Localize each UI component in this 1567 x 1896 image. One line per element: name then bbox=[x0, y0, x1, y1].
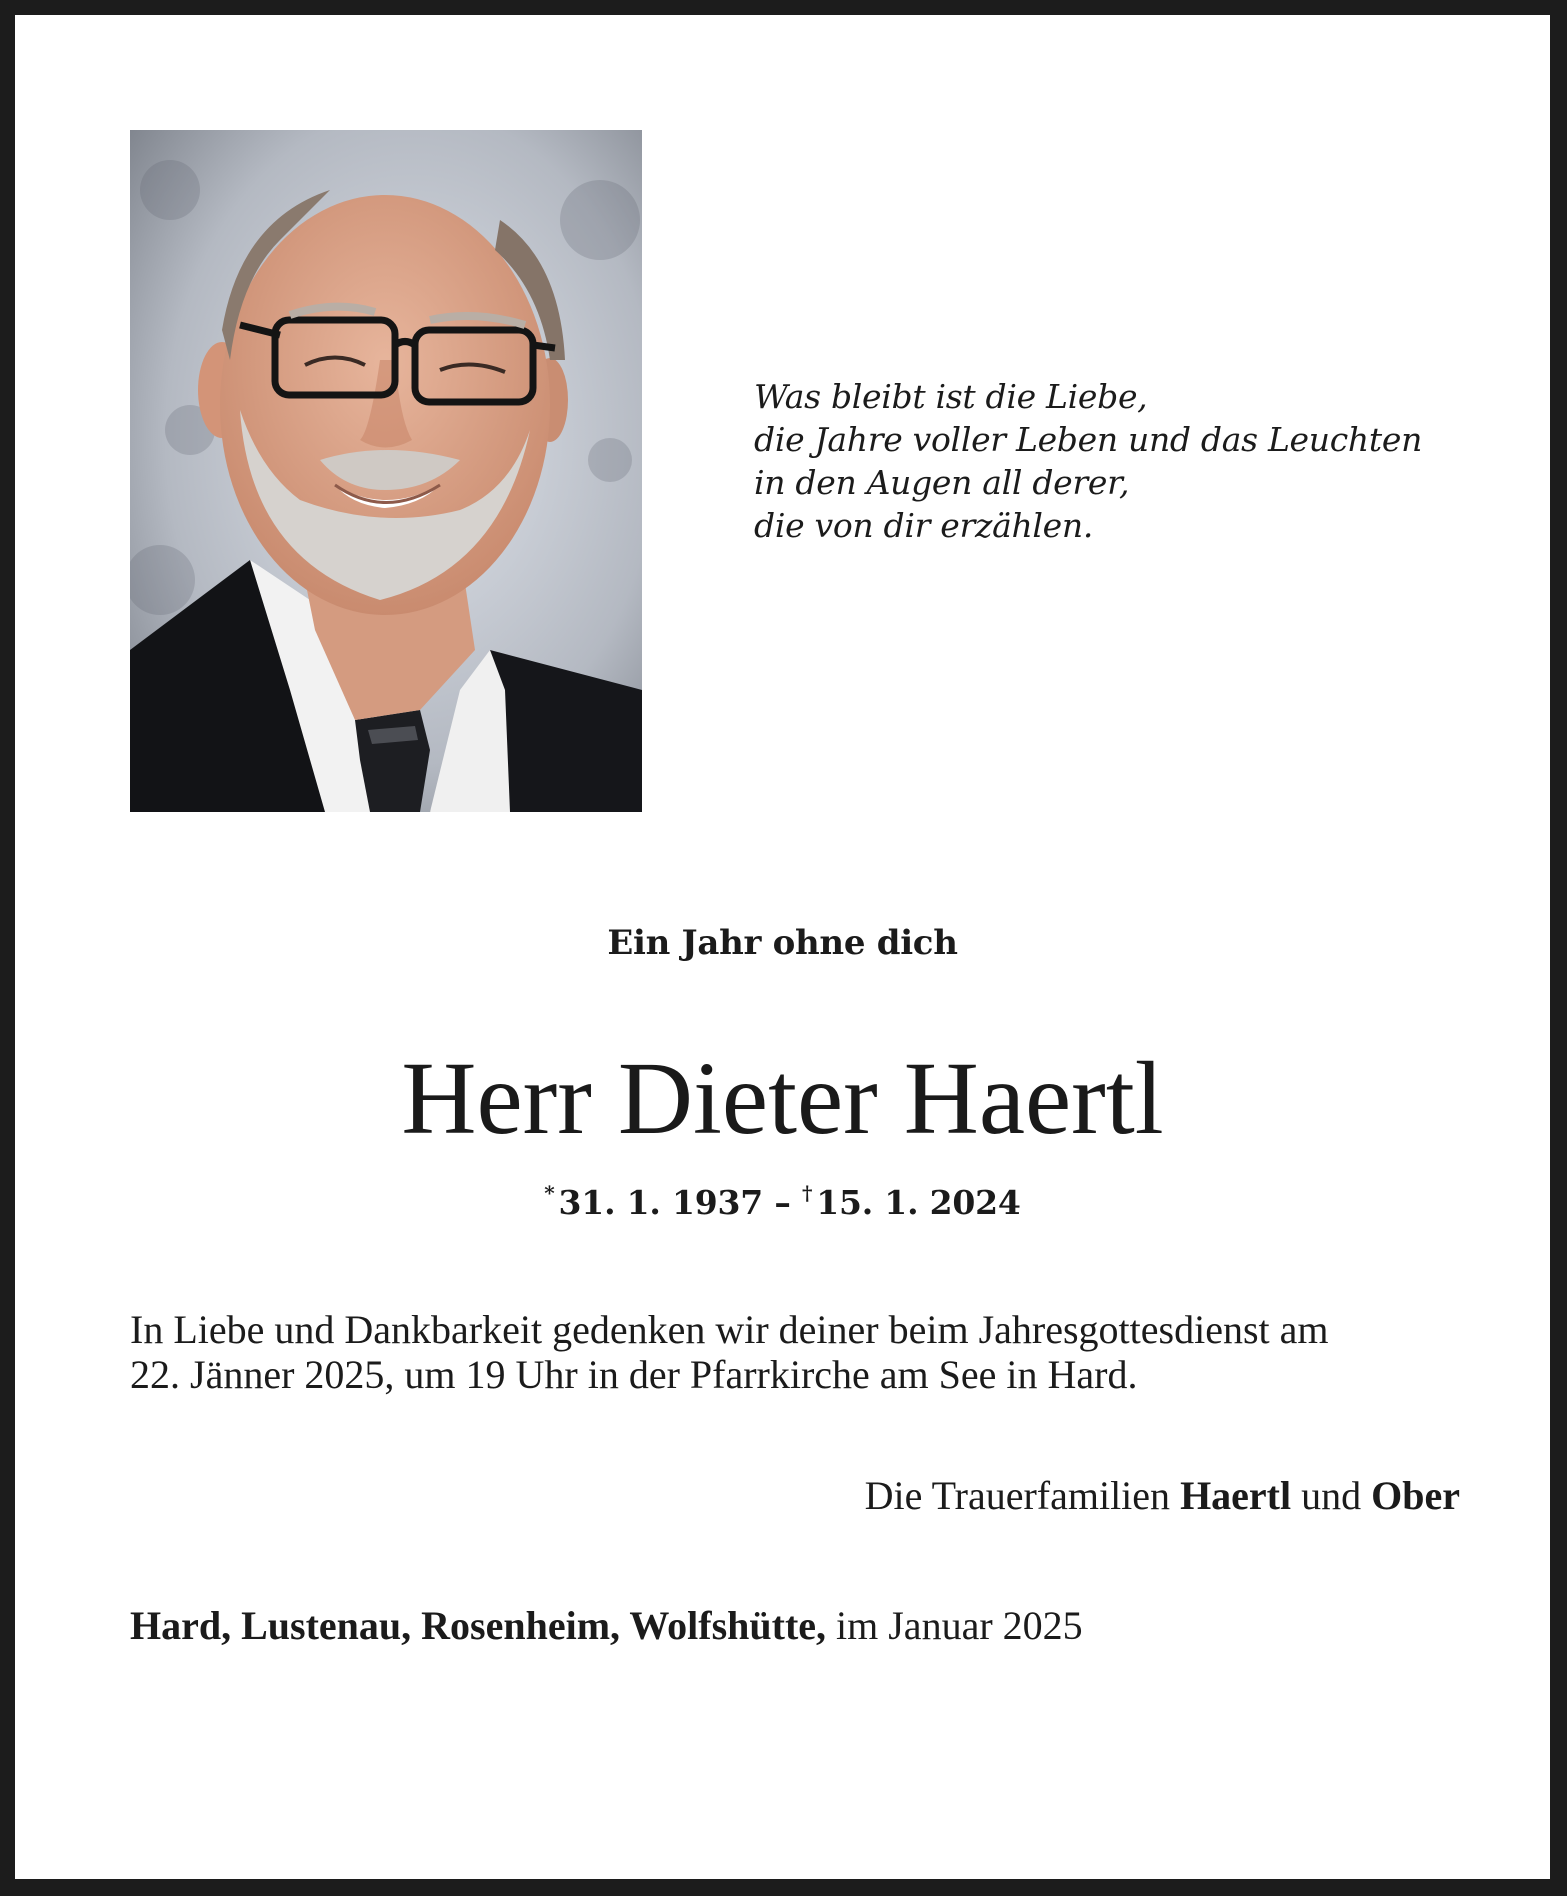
mourning-families bbox=[130, 1473, 1460, 1519]
quote-line: die Jahre voller Leben und das Leuchten bbox=[754, 420, 1423, 459]
quote-line: Was bleibt ist die Liebe, bbox=[754, 377, 1148, 416]
quote-line: die von dir erzählen. bbox=[754, 506, 1094, 545]
family-name-ober: Ober bbox=[1371, 1473, 1460, 1518]
message-line: In Liebe und Dankbarkeit gedenken wir deiner beim Jahresgottesdienst am bbox=[130, 1307, 1329, 1352]
birth-date: 31. 1. 1937 bbox=[558, 1183, 764, 1222]
quote-line: in den Augen all derer, bbox=[754, 463, 1130, 502]
message-line: 22. Jänner 2025, um 19 Uhr in der Pfarrkirche am See in Hard. bbox=[130, 1352, 1138, 1397]
publication-date: im Januar 2025 bbox=[826, 1603, 1083, 1648]
portrait-photo bbox=[130, 130, 642, 812]
place-and-date bbox=[130, 1603, 1460, 1649]
death-date: 15. 1. 2024 bbox=[816, 1183, 1021, 1222]
families-conjunction: und bbox=[1291, 1473, 1372, 1518]
intro-heading: Ein Jahr ohne dich bbox=[607, 923, 958, 963]
deceased-name: Herr Dieter Haertl bbox=[401, 1041, 1164, 1156]
death-symbol: † bbox=[801, 1181, 813, 1205]
family-name-haertl: Haertl bbox=[1180, 1473, 1292, 1518]
life-dates bbox=[15, 1181, 1550, 1222]
memorial-message bbox=[130, 1307, 1460, 1397]
birth-symbol: * bbox=[544, 1181, 555, 1205]
locations: Hard, Lustenau, Rosenheim, Wolfshütte, bbox=[130, 1603, 827, 1648]
memorial-quote bbox=[754, 375, 1474, 547]
date-separator: – bbox=[763, 1183, 802, 1222]
families-prefix: Die Trauerfamilien bbox=[864, 1473, 1181, 1518]
obituary-card bbox=[15, 15, 1550, 1879]
